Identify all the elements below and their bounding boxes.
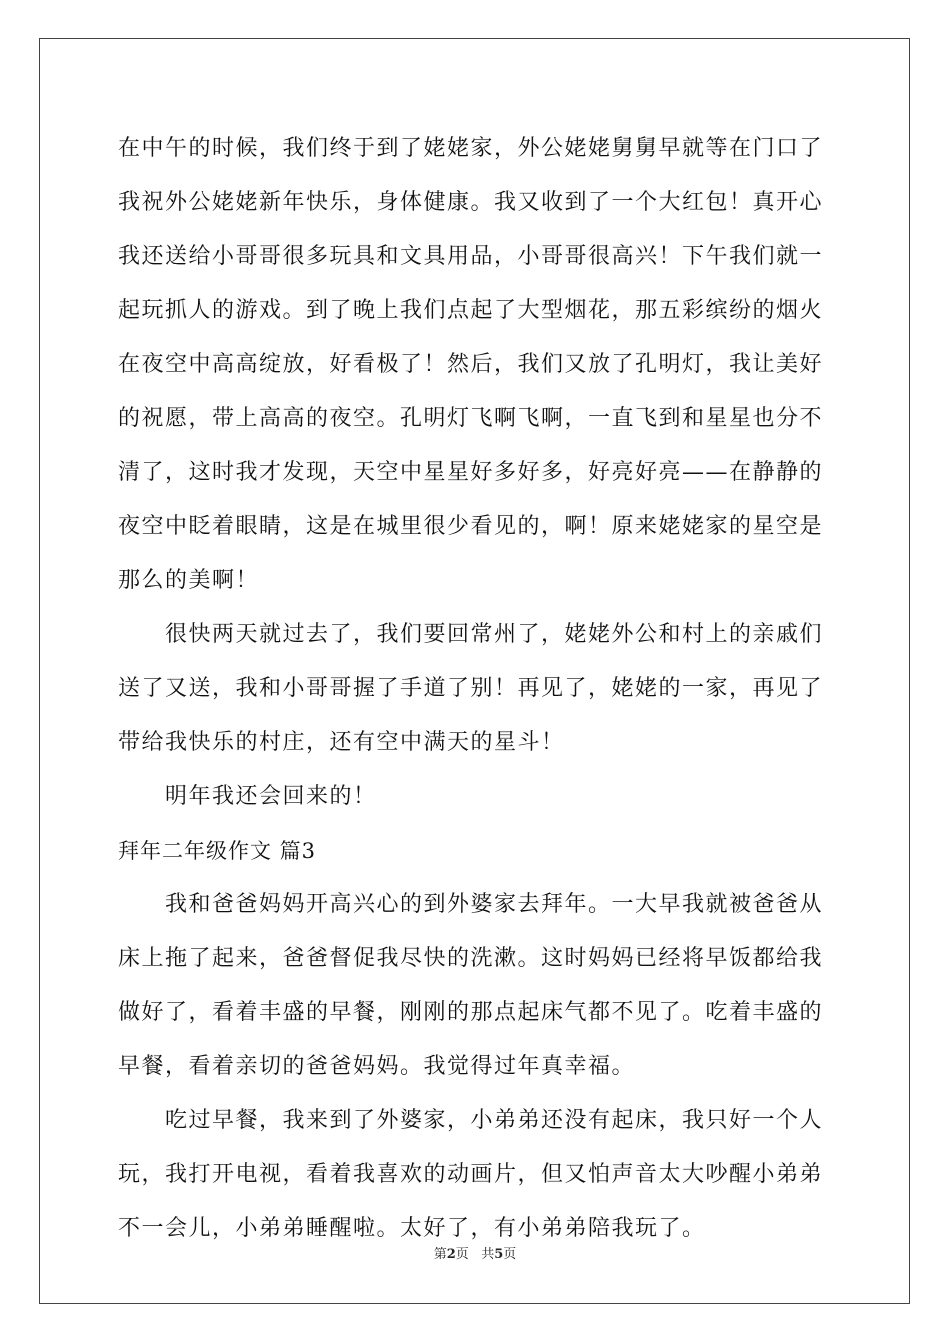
total-suffix: 页 <box>503 1247 517 1262</box>
paragraph-line: 起玩抓人的游戏。到了晚上我们点起了大型烟花，那五彩缤纷的烟火 <box>118 298 824 323</box>
total-prefix: 共 <box>481 1247 495 1262</box>
paragraph-line: 清了，这时我才发现，天空中星星好多好多，好亮好亮——在静静的 <box>118 460 824 485</box>
paragraph-line: 的祝愿，带上高高的夜空。孔明灯飞啊飞啊，一直飞到和星星也分不 <box>118 406 824 431</box>
page-number: 2 <box>446 1247 456 1262</box>
document-body <box>118 122 832 1256</box>
paragraph-line: 玩，我打开电视，看着我喜欢的动画片，但又怕声音太大吵醒小弟弟 <box>118 1162 824 1187</box>
section-heading: 拜年二年级作文 篇3 <box>118 839 317 863</box>
paragraph-line: 吃过早餐，我来到了外婆家，小弟弟还没有起床，我只好一个人 <box>165 1108 824 1133</box>
paragraph-line: 早餐，看着亲切的爸爸妈妈。我觉得过年真幸福。 <box>118 1054 636 1079</box>
paragraph-line: 在夜空中高高绽放，好看极了！然后，我们又放了孔明灯，我让美好 <box>118 352 824 377</box>
paragraph-line: 我还送给小哥哥很多玩具和文具用品，小哥哥很高兴！下午我们就一 <box>118 244 824 269</box>
paragraph-line: 我祝外公姥姥新年快乐，身体健康。我又收到了一个大红包！真开心 <box>118 190 824 215</box>
page-prefix: 第 <box>433 1247 447 1262</box>
paragraph-line: 那么的美啊！ <box>118 568 260 593</box>
paragraph-line: 送了又送，我和小哥哥握了手道了别！再见了，姥姥的一家，再见了 <box>118 676 824 701</box>
paragraph-line: 很快两天就过去了，我们要回常州了，姥姥外公和村上的亲戚们 <box>165 622 824 647</box>
paragraph-line: 不一会儿，小弟弟睡醒啦。太好了，有小弟弟陪我玩了。 <box>118 1216 706 1241</box>
paragraph-line: 床上拖了起来，爸爸督促我尽快的洗漱。这时妈妈已经将早饭都给我 <box>118 946 824 971</box>
paragraph-line: 在中午的时候，我们终于到了姥姥家，外公姥姥舅舅早就等在门口了 <box>118 136 824 161</box>
total-pages: 5 <box>494 1247 504 1262</box>
page-footer <box>0 1243 950 1262</box>
paragraph-line: 带给我快乐的村庄，还有空中满天的星斗！ <box>118 730 565 755</box>
paragraph-line: 我和爸爸妈妈开高兴心的到外婆家去拜年。一大早我就被爸爸从 <box>165 892 824 917</box>
paragraph-line: 做好了，看着丰盛的早餐，刚刚的那点起床气都不见了。吃着丰盛的 <box>118 1000 824 1025</box>
paragraph-line: 明年我还会回来的！ <box>165 784 377 809</box>
paragraph-line: 夜空中眨着眼睛，这是在城里很少看见的，啊！原来姥姥家的星空是 <box>118 514 824 539</box>
page-suffix: 页 <box>455 1247 469 1262</box>
